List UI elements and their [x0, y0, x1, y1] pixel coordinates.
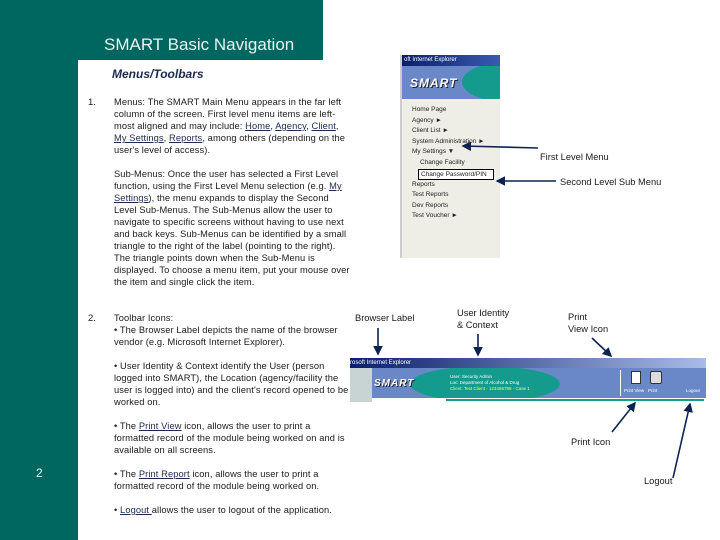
text: , among others (depending on the user's level of access).: [114, 133, 346, 155]
text: ,: [306, 121, 312, 131]
link-logout[interactable]: Logout: [120, 505, 152, 515]
menu-item[interactable]: Test Voucher ►: [412, 212, 458, 220]
text: ,: [163, 133, 170, 143]
item-number-1: 1.: [88, 97, 96, 108]
user-identity-bullet: • User Identity & Context identify the User (person logged into SMART), the Location (agency/facility the user is logged into) and the client's record opened to be worked on.: [114, 361, 349, 407]
link-reports[interactable]: Reports: [169, 133, 203, 143]
link-my-settings[interactable]: My Settings: [114, 133, 164, 143]
menu-item[interactable]: Dev Reports: [412, 201, 449, 209]
menu-item[interactable]: My Settings ▼: [412, 148, 455, 156]
text: ), the menu expands to display the Second Level Sub-Menus. The Sub-Menus allow the user to navigate to specific screens without having to use next and back keys. Sub-Menus can be identified by a small triangle to the right of the label (pointing to the right). The triangle points down when the Sub-Menu is displayed. To choose a menu item, put your mouse over the item and single click the item.: [114, 193, 350, 287]
text: Sub-Menus: Once the user has selected a First Level function, using the First Level Menu selection (e.g.: [114, 169, 339, 191]
logout-link[interactable]: Logout: [686, 388, 700, 393]
browser-title-bar: rosoft Internet Explorer: [350, 358, 706, 368]
link-client[interactable]: Client: [311, 121, 336, 131]
arrow-print-icon: [612, 403, 635, 432]
menu-item[interactable]: Change Facility: [420, 158, 465, 166]
menu-item[interactable]: Reports: [412, 180, 435, 188]
callout-logout: Logout: [644, 476, 673, 486]
browser-label-bullet: • The Browser Label depicts the name of the browser vendor (e.g. Microsoft Internet Explorer).: [114, 325, 338, 347]
callout-print-icon: Print Icon: [571, 437, 611, 447]
smart-logo: SMART: [410, 76, 458, 90]
callout-second-level-menu: Second Level Sub Menu: [560, 177, 662, 187]
text: ,: [270, 121, 276, 131]
context-user: User: Security Admin: [450, 374, 493, 379]
link-home[interactable]: Home: [245, 121, 271, 131]
smart-logo: SMART: [374, 378, 415, 389]
text: icon, allows the user to print a formatted record of the module being worked on.: [114, 469, 320, 491]
print-view-label[interactable]: Print View: [624, 388, 645, 393]
text: Menus: The SMART Main Menu appears in the far left column of the screen. First level menu items are left-most aligned and may include:: [114, 97, 342, 131]
toolbar-heading: Toolbar Icons:: [114, 313, 174, 323]
text: allows the user to logout of the application.: [151, 505, 332, 515]
print-label[interactable]: Print: [648, 388, 658, 393]
menu-item[interactable]: Test Reports: [412, 191, 449, 199]
menu-item[interactable]: Change Password/PIN: [418, 169, 494, 180]
browser-title-bar: oft Internet Explorer: [402, 55, 500, 66]
callout-first-level-menu: First Level Menu: [540, 152, 609, 162]
menu-item[interactable]: System Administration ►: [412, 137, 485, 145]
item-number-2: 2.: [88, 313, 96, 324]
text: • The: [114, 421, 139, 431]
arrow-print-view: [592, 338, 611, 356]
menu-item[interactable]: Home Page: [412, 106, 447, 113]
arrow-logout: [673, 404, 690, 478]
link-my-settings[interactable]: My Settings: [114, 181, 342, 203]
context-client: Client: Test Client - 123456789 - Case 1: [450, 386, 530, 391]
slide-number: 2: [36, 466, 43, 480]
text: ,: [335, 121, 339, 131]
callout-browser-label: Browser Label: [355, 313, 415, 323]
text: icon, allows the user to print a formatted record of the module being worked on and is available on all screens.: [114, 421, 345, 455]
link-print-report[interactable]: Print Report: [138, 469, 190, 479]
menu-item[interactable]: Client List ►: [412, 127, 449, 135]
menu-item[interactable]: Agency ►: [412, 116, 442, 124]
link-print-view[interactable]: Print View: [138, 421, 182, 431]
callout-user-identity: User Identity & Context: [457, 308, 510, 330]
link-agency[interactable]: Agency: [275, 121, 307, 131]
text: •: [114, 505, 121, 515]
context-location: Loc: Department of Alcohol & Drug: [450, 380, 520, 385]
text: • The: [114, 469, 139, 479]
callout-print-view: Print View Icon: [568, 312, 609, 334]
section-subtitle: Menus/Toolbars: [112, 67, 204, 81]
arrow-first-level: [463, 146, 538, 148]
slide-title: SMART Basic Navigation: [104, 35, 295, 54]
